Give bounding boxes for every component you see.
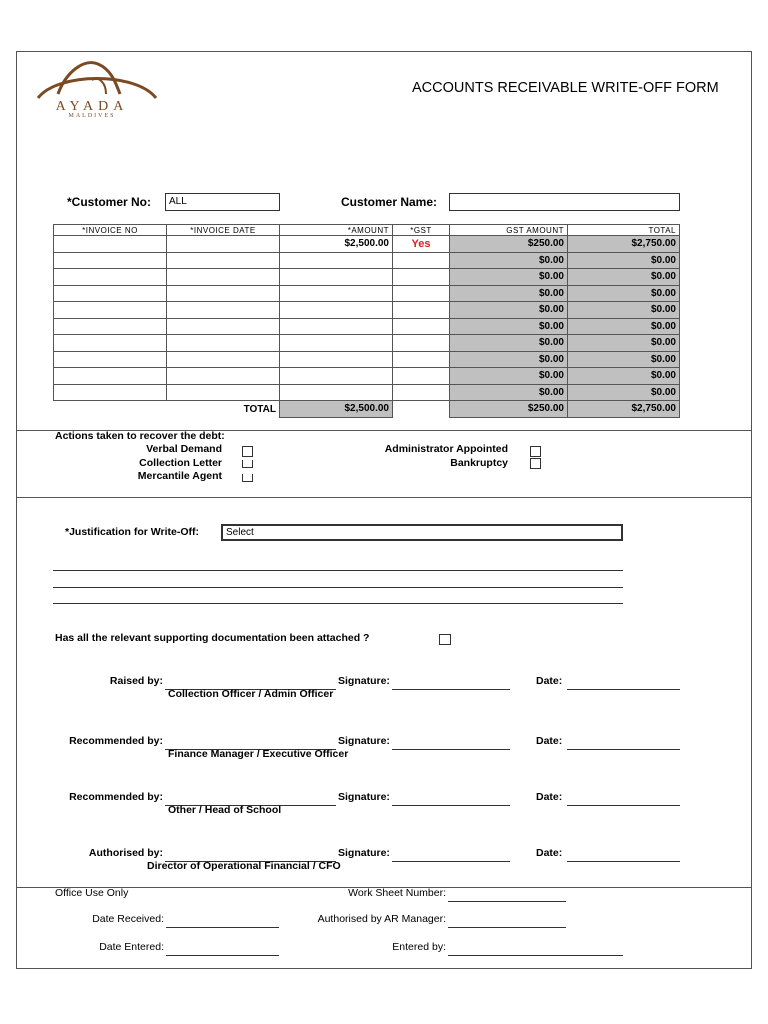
work-sheet-label: Work Sheet Number: bbox=[348, 887, 446, 899]
form-frame bbox=[16, 51, 752, 969]
divider-justification bbox=[16, 497, 752, 498]
amount-cell[interactable] bbox=[280, 351, 393, 368]
recommended-by-label: Recommended by: bbox=[69, 735, 163, 747]
action-bankruptcy-label: Bankruptcy bbox=[450, 457, 508, 469]
office-use-heading: Office Use Only bbox=[55, 887, 129, 899]
customer-name-label: Customer Name: bbox=[341, 195, 438, 209]
gst-cell[interactable] bbox=[393, 368, 450, 385]
invoice-no-cell[interactable] bbox=[54, 368, 167, 385]
gst-cell[interactable] bbox=[393, 285, 450, 302]
table-total-row bbox=[54, 401, 680, 418]
gst-cell[interactable] bbox=[393, 384, 450, 401]
raised-date-label: Date: bbox=[536, 675, 563, 687]
gst-amount-cell: $0.00 bbox=[450, 252, 568, 269]
raised-signature-line[interactable] bbox=[392, 689, 510, 690]
justification-select[interactable]: Select bbox=[221, 524, 623, 541]
invoice-no-cell[interactable] bbox=[54, 335, 167, 352]
customer-name-input[interactable] bbox=[449, 193, 680, 211]
authorised-signature-line[interactable] bbox=[392, 861, 510, 862]
recommended-date-line[interactable] bbox=[567, 749, 680, 750]
customer-no-label: *Customer No: bbox=[67, 195, 152, 209]
table-row bbox=[54, 285, 680, 302]
date-entered-label: Date Entered: bbox=[99, 941, 164, 953]
bankruptcy-checkbox[interactable] bbox=[530, 458, 541, 469]
total-amount-cell: $2,500.00 bbox=[280, 401, 393, 418]
authorised-by-label: Authorised by: bbox=[88, 847, 163, 859]
amount-cell[interactable] bbox=[280, 384, 393, 401]
header-amount: *AMOUNT bbox=[280, 225, 393, 236]
invoice-date-cell[interactable] bbox=[167, 384, 280, 401]
authorised-signature-label: Signature: bbox=[338, 847, 390, 859]
invoice-no-cell[interactable] bbox=[54, 351, 167, 368]
recommended-signature-line[interactable] bbox=[392, 749, 510, 750]
gst-amount-cell: $250.00 bbox=[450, 236, 568, 253]
logo-brand-subtitle: MALDIVES bbox=[68, 113, 116, 119]
amount-cell[interactable]: $2,500.00 bbox=[280, 236, 393, 253]
amount-cell[interactable] bbox=[280, 285, 393, 302]
authorised-date-label: Date: bbox=[536, 847, 563, 859]
action-verbal-demand-label: Verbal Demand bbox=[146, 443, 222, 455]
documentation-checkbox[interactable] bbox=[439, 634, 451, 645]
invoice-no-cell[interactable] bbox=[54, 252, 167, 269]
invoice-no-cell[interactable] bbox=[54, 302, 167, 319]
invoice-date-cell[interactable] bbox=[167, 285, 280, 302]
table-header-row bbox=[54, 225, 680, 236]
entered-by-line[interactable] bbox=[448, 955, 623, 956]
gst-cell[interactable] bbox=[393, 269, 450, 286]
gst-cell[interactable] bbox=[393, 351, 450, 368]
total-label: TOTAL bbox=[243, 403, 276, 415]
invoice-date-cell[interactable] bbox=[167, 368, 280, 385]
recommended-by-2-role: Other / Head of School bbox=[168, 804, 282, 816]
gst-amount-cell: $0.00 bbox=[450, 368, 568, 385]
gst-amount-cell: $0.00 bbox=[450, 302, 568, 319]
justification-line-3[interactable] bbox=[53, 603, 623, 604]
recommended-2-signature-label: Signature: bbox=[338, 791, 390, 803]
raised-by-role: Collection Officer / Admin Officer bbox=[168, 688, 334, 700]
action-collection-letter-label: Collection Letter bbox=[139, 457, 222, 469]
header-invoice-date: *INVOICE DATE bbox=[167, 225, 280, 236]
header-total: TOTAL bbox=[568, 225, 680, 236]
total-cell: $2,750.00 bbox=[568, 236, 680, 253]
invoice-date-cell[interactable] bbox=[167, 335, 280, 352]
invoice-no-cell[interactable] bbox=[54, 318, 167, 335]
invoice-date-cell[interactable] bbox=[167, 252, 280, 269]
invoice-table bbox=[53, 224, 680, 418]
recommended-date-label: Date: bbox=[536, 735, 563, 747]
total-total-cell: $2,750.00 bbox=[568, 401, 680, 418]
raised-signature-label: Signature: bbox=[338, 675, 390, 687]
ayada-logo bbox=[36, 58, 158, 100]
table-row bbox=[54, 335, 680, 352]
amount-cell[interactable] bbox=[280, 269, 393, 286]
amount-cell[interactable] bbox=[280, 318, 393, 335]
recommended-by-2-label: Recommended by: bbox=[69, 791, 163, 803]
amount-cell[interactable] bbox=[280, 368, 393, 385]
logo-arc-icon bbox=[36, 58, 158, 100]
date-entered-line[interactable] bbox=[166, 955, 279, 956]
gst-cell[interactable]: Yes bbox=[393, 236, 450, 253]
recommended-signature-label: Signature: bbox=[338, 735, 390, 747]
table-row bbox=[54, 351, 680, 368]
justification-label: *Justification for Write-Off: bbox=[65, 526, 199, 538]
gst-cell[interactable] bbox=[393, 318, 450, 335]
total-cell: $0.00 bbox=[568, 335, 680, 352]
total-cell: $0.00 bbox=[568, 351, 680, 368]
table-row bbox=[54, 368, 680, 385]
invoice-date-cell[interactable] bbox=[167, 269, 280, 286]
authorised-ar-label: Authorised by AR Manager: bbox=[317, 913, 446, 925]
invoice-date-cell[interactable] bbox=[167, 236, 280, 253]
justification-line-1[interactable] bbox=[53, 570, 623, 571]
gst-amount-cell: $0.00 bbox=[450, 285, 568, 302]
total-cell: $0.00 bbox=[568, 302, 680, 319]
header-gst-amount: GST AMOUNT bbox=[450, 225, 568, 236]
invoice-no-cell[interactable] bbox=[54, 384, 167, 401]
table-row bbox=[54, 236, 680, 253]
date-received-line[interactable] bbox=[166, 927, 279, 928]
date-received-label: Date Received: bbox=[92, 913, 164, 925]
amount-cell[interactable] bbox=[280, 335, 393, 352]
total-gst-amount-cell: $250.00 bbox=[450, 401, 568, 418]
invoice-no-cell[interactable] bbox=[54, 285, 167, 302]
justification-line-2[interactable] bbox=[53, 587, 623, 588]
logo-brand-name: AYADA bbox=[55, 99, 129, 114]
table-row bbox=[54, 269, 680, 286]
gst-amount-cell: $0.00 bbox=[450, 269, 568, 286]
gst-amount-cell: $0.00 bbox=[450, 335, 568, 352]
header-invoice-no: *INVOICE NO bbox=[54, 225, 167, 236]
gst-amount-cell: $0.00 bbox=[450, 384, 568, 401]
customer-no-input[interactable]: ALL bbox=[165, 193, 280, 211]
authorised-ar-line[interactable] bbox=[448, 927, 566, 928]
documentation-question: Has all the relevant supporting documentation been attached ? bbox=[55, 632, 370, 644]
amount-cell[interactable] bbox=[280, 302, 393, 319]
recommended-2-date-line[interactable] bbox=[567, 805, 680, 806]
total-cell: $0.00 bbox=[568, 368, 680, 385]
action-mercantile-agent-label: Mercantile Agent bbox=[137, 470, 222, 482]
entered-by-label: Entered by: bbox=[392, 941, 446, 953]
gst-amount-cell: $0.00 bbox=[450, 318, 568, 335]
total-cell: $0.00 bbox=[568, 285, 680, 302]
total-cell: $0.00 bbox=[568, 384, 680, 401]
action-administrator-label: Administrator Appointed bbox=[384, 443, 508, 455]
invoice-date-cell[interactable] bbox=[167, 318, 280, 335]
invoice-date-cell[interactable] bbox=[167, 302, 280, 319]
table-row bbox=[54, 252, 680, 269]
header-gst: *GST bbox=[393, 225, 450, 236]
gst-cell[interactable] bbox=[393, 302, 450, 319]
verbal-demand-checkbox[interactable] bbox=[242, 446, 253, 457]
authorised-by-role: Director of Operational Financial / CFO bbox=[147, 860, 341, 872]
gst-amount-cell: $0.00 bbox=[450, 351, 568, 368]
recommended-2-date-label: Date: bbox=[536, 791, 563, 803]
invoice-date-cell[interactable] bbox=[167, 351, 280, 368]
raised-by-label: Raised by: bbox=[109, 675, 163, 687]
invoice-no-cell[interactable] bbox=[54, 269, 167, 286]
total-cell: $0.00 bbox=[568, 269, 680, 286]
mercantile-agent-checkbox[interactable] bbox=[242, 474, 253, 482]
table-row bbox=[54, 318, 680, 335]
invoice-no-cell[interactable] bbox=[54, 236, 167, 253]
authorised-date-line[interactable] bbox=[567, 861, 680, 862]
page-title: ACCOUNTS RECEIVABLE WRITE-OFF FORM bbox=[412, 80, 719, 96]
table-row bbox=[54, 384, 680, 401]
administrator-appointed-checkbox[interactable] bbox=[530, 446, 541, 457]
table-row bbox=[54, 302, 680, 319]
total-cell: $0.00 bbox=[568, 318, 680, 335]
total-cell: $0.00 bbox=[568, 252, 680, 269]
gst-cell[interactable] bbox=[393, 252, 450, 269]
collection-letter-checkbox[interactable] bbox=[242, 460, 253, 468]
recommended-2-signature-line[interactable] bbox=[392, 805, 510, 806]
raised-date-line[interactable] bbox=[567, 689, 680, 690]
work-sheet-line[interactable] bbox=[448, 901, 566, 902]
actions-heading: Actions taken to recover the debt: bbox=[55, 430, 225, 442]
amount-cell[interactable] bbox=[280, 252, 393, 269]
gst-cell[interactable] bbox=[393, 335, 450, 352]
recommended-by-role: Finance Manager / Executive Officer bbox=[168, 748, 349, 760]
